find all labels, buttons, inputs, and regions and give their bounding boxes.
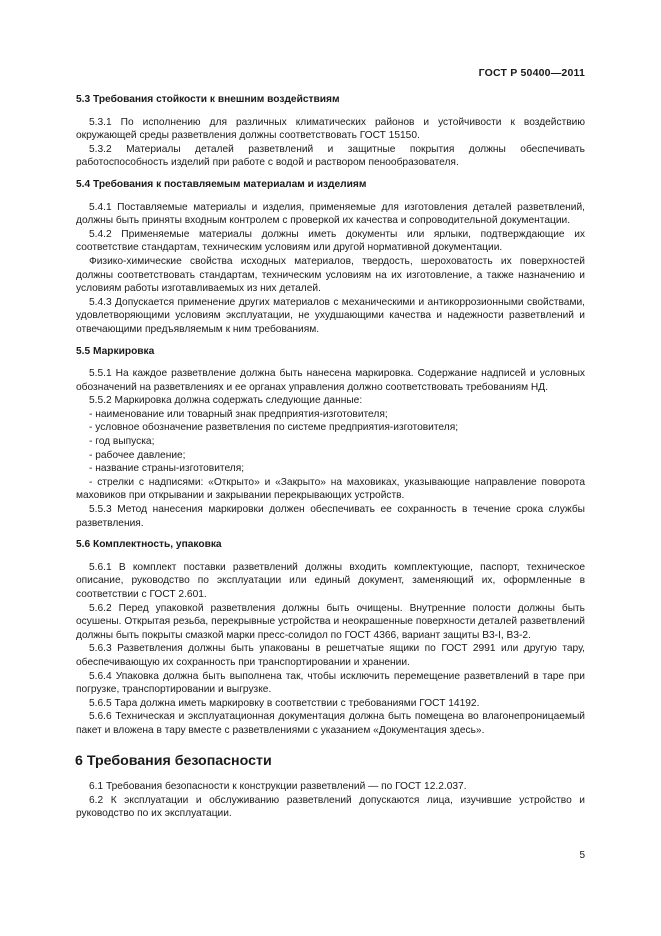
section-title-6: 6 Требования безопасности [75, 752, 272, 769]
paragraph-5-6-4: 5.6.4 Упаковка должна быть выполнена так, чтобы исключить перемещение разветвлений в таре при погрузке, транспортировании и выгрузке. [76, 670, 585, 696]
list-item: - наименование или товарный знак предприятия-изготовителя; [89, 408, 388, 420]
paragraph-5-5-3: 5.5.3 Метод нанесения маркировки должен обеспечивать ее сохранность в течение срока службы разветвления. [76, 504, 585, 529]
section-title-5-3: 5.3 Требования стойкости к внешним воздействиям [76, 94, 340, 105]
list-item: - название страны-изготовителя; [89, 463, 245, 475]
paragraph-5-4-3: 5.4.3 Допускается применение других материалов с механическими и антикоррозионными свойствами, удовлетворяющими условиям эксплуатации, не ухудшающими качества и надежности разветвлений и отвечающими предъявляемым к ним требованиям. [76, 296, 585, 335]
document-code: ГОСТ Р 50400—2011 [478, 67, 585, 79]
section-title-5-4: 5.4 Требования к поставляемым материалам и изделиям [76, 178, 367, 190]
paragraph-5-6-1: 5.6.1 В комплект поставки разветвлений должны входить комплектующие, паспорт, техническое описание, руководство по эксплуатации или единый документ, заменяющий их, оформленные в соответствии с ГОСТ 2.601. [76, 561, 585, 600]
paragraph-5-5-1: 5.5.1 На каждое разветвление должна быть нанесена маркировка. Содержание надписей и условных обозначений на разветвлениях и ее органах управления должно соответствовать требованиям НД. [76, 368, 585, 393]
paragraph-5-6-3: 5.6.3 Разветвления должны быть упакованы в решетчатые ящики по ГОСТ 2991 или другую тару, обеспечивающую их сохранность при транспортировании и хранении. [76, 643, 585, 668]
list-item: - год выпуска; [89, 436, 155, 448]
paragraph-5-4-1: 5.4.1 Поставляемые материалы и изделия, применяемые для изготовления деталей разветвлений, должны быть приняты входным контролем с проверкой их качества и сопроводительной документации. [76, 201, 585, 227]
paragraph-5-6-5: 5.6.5 Тара должна иметь маркировку в соответствии с требованиями ГОСТ 14192. [89, 697, 480, 709]
list-item: - стрелки с надписями: «Открыто» и «Закрыто» на маховиках, указывающие направление поворота маховиков при открывании и закрывании перекрывающих устройств. [76, 476, 585, 502]
paragraph-6-2: 6.2 К эксплуатации и обслуживанию разветвлений допускаются лица, изучившие устройство и руководство по их эксплуатации. [76, 794, 585, 820]
paragraph-5-6-2: 5.6.2 Перед упаковкой разветвления должны быть очищены. Внутренние полости должны быть осушены. Открытая резьба, перекрывные устройства и неокрашенные поверхности деталей разветвлений должны быть покрыты смазкой марки пресс-солидол по ГОСТ 4366, вариант защиты В3-I, В3-2. [76, 602, 585, 641]
section-title-5-6: 5.6 Комплектность, упаковка [76, 539, 222, 551]
paragraph-5-4-2-b: Физико-химические свойства исходных материалов, твердость, шероховатость их поверхностей должны соответствовать стандартам, техническим условиям на их изготовление, а также назначению и условиям работы изготавливаемых из них деталей. [76, 255, 585, 295]
paragraph-6-1: 6.1 Требования безопасности к конструкции разветвлений — по ГОСТ 12.2.037. [89, 781, 467, 793]
list-item: - рабочее давление; [89, 449, 186, 461]
paragraph-5-3-2: 5.3.2 Материалы деталей разветвлений и защитные покрытия должны обеспечивать работоспособность изделий при работе с водой и раствором пенообразователя. [76, 143, 585, 169]
page-number: 5 [579, 850, 585, 861]
section-title-5-5: 5.5 Маркировка [76, 345, 155, 357]
list-item: - условное обозначение разветвления по системе предприятия-изготовителя; [89, 422, 459, 434]
paragraph-5-4-2: 5.4.2 Применяемые материалы должны иметь документы или ярлыки, подтверждающие их соответствие стандартам, техническим условиям или другой нормативной документации. [76, 228, 585, 254]
paragraph-5-6-6: 5.6.6 Техническая и эксплуатационная документация должна быть помещена во влагонепроницаемый пакет и вложена в тару вместе с разветвлениями с указанием «Документация здесь». [76, 711, 585, 736]
document-body [76, 93, 585, 821]
paragraph-5-3-1: 5.3.1 По исполнению для различных климатических районов и устойчивости к воздействию окружающей среды разветвления должны соответствовать ГОСТ 15150. [76, 116, 585, 142]
paragraph-5-5-2: 5.5.2 Маркировка должна содержать следующие данные: [89, 395, 363, 407]
